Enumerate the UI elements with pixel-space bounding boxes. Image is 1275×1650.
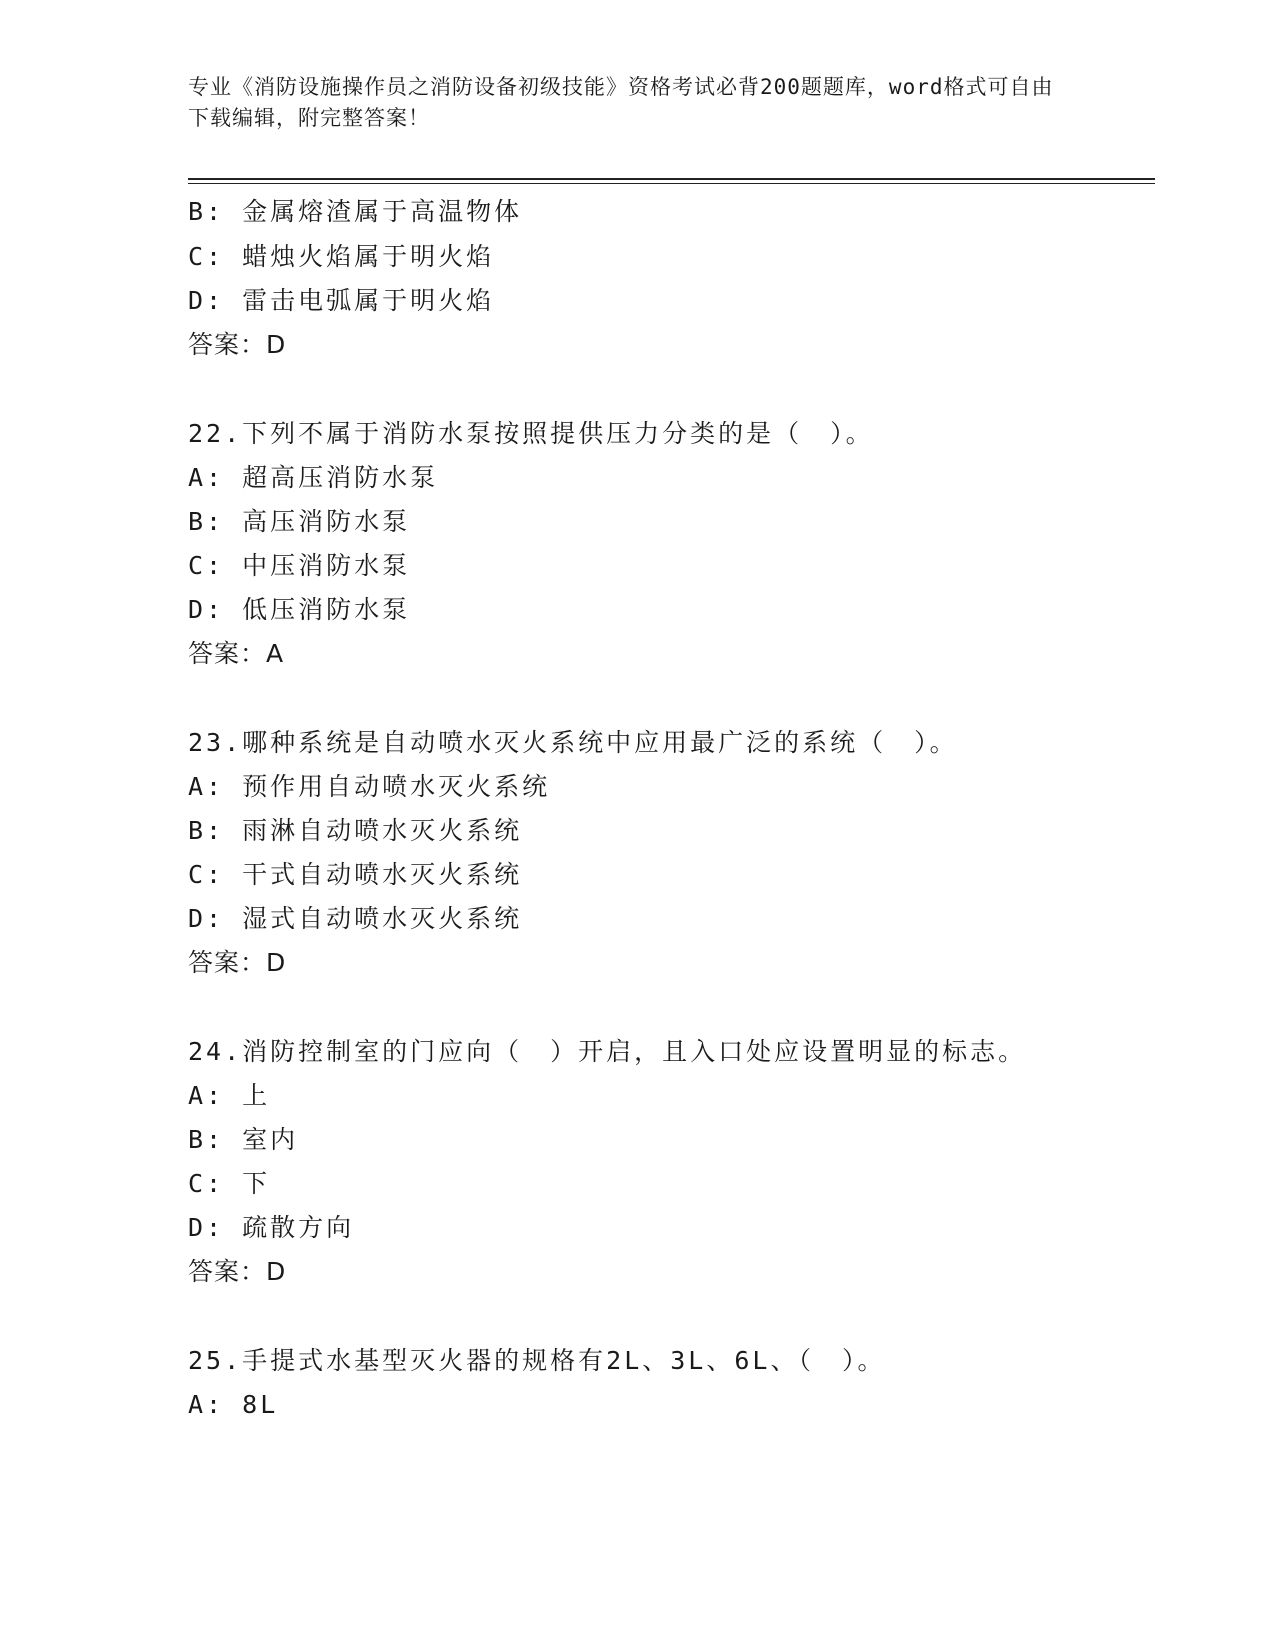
- option-b: B: 金属熔渣属于高温物体: [188, 197, 523, 226]
- option-b: B: 室内: [188, 1125, 299, 1154]
- header-divider-thick: [188, 178, 1155, 180]
- header-divider-thin: [188, 183, 1155, 184]
- option-c: C: 干式自动喷水灭火系统: [188, 860, 523, 889]
- option-a: A: 超高压消防水泵: [188, 463, 439, 492]
- answer: 答案：D: [188, 1257, 287, 1286]
- question-stem: 25.手提式水基型灭火器的规格有2L、3L、6L、（ ）。: [188, 1346, 886, 1375]
- option-b: B: 雨淋自动喷水灭火系统: [188, 816, 523, 845]
- question-stem: 23.哪种系统是自动喷水灭火系统中应用最广泛的系统（ ）。: [188, 728, 958, 757]
- question-stem: 22.下列不属于消防水泵按照提供压力分类的是（ ）。: [188, 419, 874, 448]
- answer: 答案：D: [188, 948, 287, 977]
- option-d: D: 湿式自动喷水灭火系统: [188, 904, 523, 933]
- answer: 答案：A: [188, 639, 285, 668]
- option-a: A: 8L: [188, 1390, 279, 1419]
- option-a: A: 预作用自动喷水灭火系统: [188, 772, 551, 801]
- option-a: A: 上: [188, 1081, 271, 1110]
- option-c: C: 蜡烛火焰属于明火焰: [188, 242, 495, 271]
- document-header: 专业《消防设施操作员之消防设备初级技能》资格考试必背200题题库，word格式可自由下载编辑，附完整答案！: [188, 75, 1054, 130]
- question-stem: 24.消防控制室的门应向（ ）开启，且入口处应设置明显的标志。: [188, 1037, 1027, 1066]
- answer: 答案：D: [188, 330, 287, 359]
- option-c: C: 下: [188, 1169, 271, 1198]
- option-b: B: 高压消防水泵: [188, 507, 411, 536]
- option-d: D: 雷击电弧属于明火焰: [188, 286, 495, 315]
- option-d: D: 低压消防水泵: [188, 595, 411, 624]
- option-c: C: 中压消防水泵: [188, 551, 411, 580]
- option-d: D: 疏散方向: [188, 1213, 355, 1242]
